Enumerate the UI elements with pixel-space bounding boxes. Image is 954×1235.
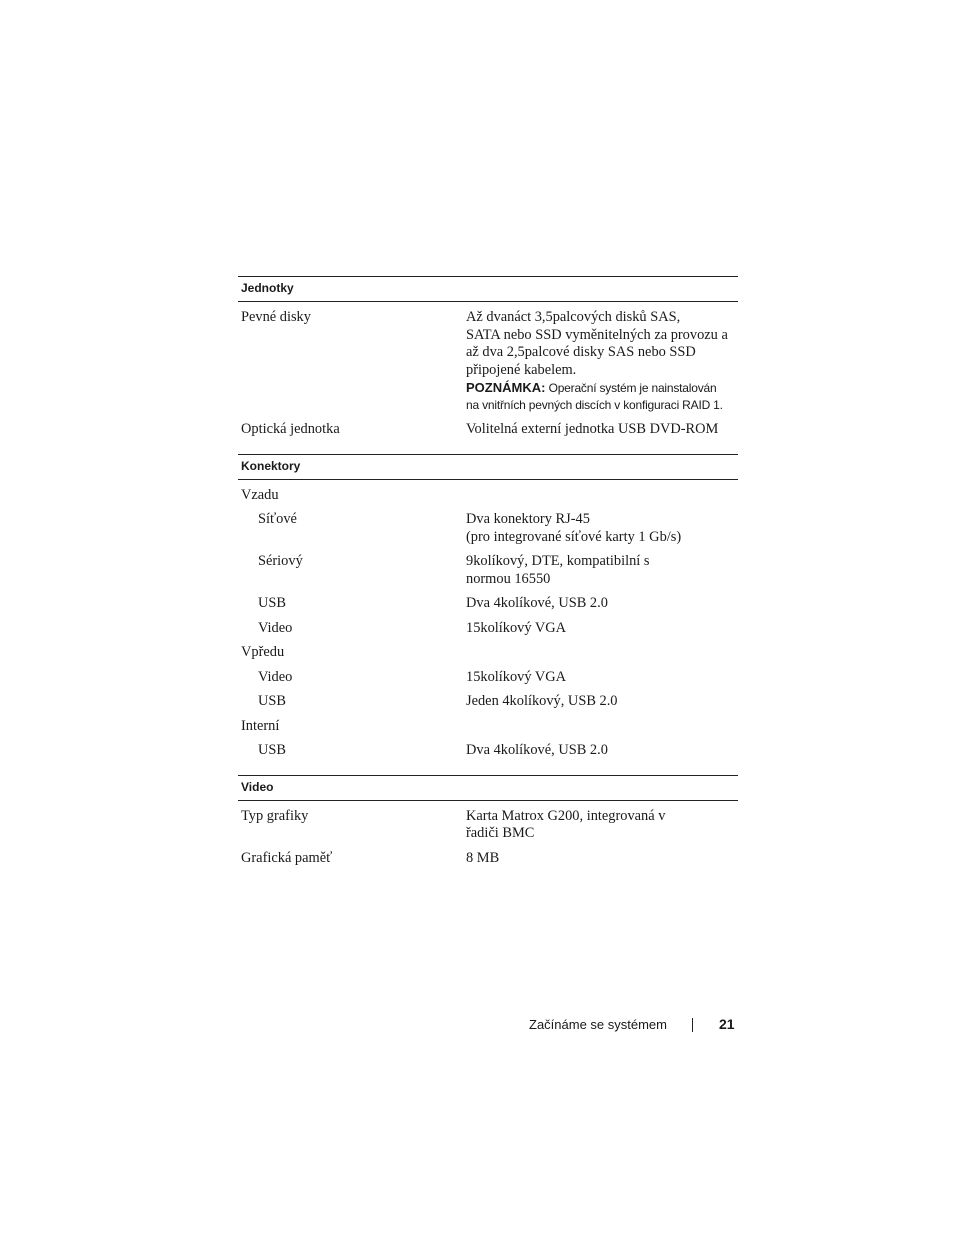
spec-value [466, 421, 738, 439]
value-line: Karta Matrox G200, integrovaná v [466, 807, 666, 824]
spec-label: Síťové [258, 511, 297, 527]
spec-value [466, 309, 738, 414]
spec-label: Typ grafiky [241, 807, 309, 824]
section-connectors [238, 454, 738, 760]
spec-label: Video [258, 619, 293, 636]
value-line: 9kolíkový, DTE, kompatibilní s [466, 553, 650, 569]
footer-divider [692, 1018, 693, 1032]
spec-label: USB [258, 742, 286, 758]
spec-label: USB [258, 595, 286, 611]
spec-value [466, 595, 738, 613]
page-footer [0, 1015, 954, 1035]
spec-value [466, 693, 738, 711]
group-label: Vpředu [241, 644, 285, 660]
value-line: až dva 2,5palcové disky SAS nebo SSD [466, 344, 696, 360]
section-heading: Jednotky [238, 276, 738, 302]
value-line: Dva konektory RJ-45 [466, 511, 590, 527]
spec-row-rear-usb [238, 595, 738, 613]
spec-group-rear [238, 487, 738, 505]
value-line: 15kolíkový VGA [466, 619, 567, 636]
value-line: 15kolíkový VGA [466, 668, 567, 685]
spec-value [466, 669, 738, 687]
spec-group-internal [238, 718, 738, 736]
spec-row-graphics-memory [238, 850, 738, 868]
value-line: normou 16550 [466, 570, 551, 587]
spec-row-internal-usb [238, 742, 738, 760]
spec-row-network [238, 511, 738, 546]
value-line: Dva 4kolíkové, USB 2.0 [466, 595, 608, 611]
value-line: řadiči BMC [466, 825, 535, 841]
section-video [238, 775, 738, 868]
page-number: 21 [719, 1016, 735, 1032]
spec-row-front-usb [238, 693, 738, 711]
value-line: Volitelná externí jednotka USB DVD-ROM [466, 421, 719, 437]
group-label: Interní [241, 717, 280, 734]
note-line: na vnitřních pevných discích v konfiguraci RAID 1. [466, 398, 723, 412]
section-drives [238, 276, 738, 439]
note [466, 379, 738, 414]
spec-row-optical-drive [238, 421, 738, 439]
value-line: (pro integrované síťové karty 1 Gb/s) [466, 528, 682, 545]
value-line: Jeden 4kolíkový, USB 2.0 [466, 693, 618, 709]
note-label: POZNÁMKA: [466, 380, 546, 395]
note-line: Operační systém je nainstalován [548, 381, 717, 395]
spec-label: Sériový [258, 553, 303, 569]
value-line: 8 MB [466, 849, 500, 866]
spec-label: Pevné disky [241, 309, 311, 325]
spec-group-front [238, 644, 738, 662]
section-heading: Konektory [238, 454, 738, 480]
spec-label: Grafická paměť [241, 849, 333, 866]
spec-value [466, 808, 738, 843]
value-line: připojené kabelem. [466, 361, 577, 378]
spec-label: Optická jednotka [241, 421, 340, 437]
spec-value [466, 553, 738, 588]
spec-value [466, 850, 738, 868]
spec-label: USB [258, 693, 286, 709]
spec-value [466, 742, 738, 760]
value-line: Až dvanáct 3,5palcových disků SAS, [466, 309, 681, 325]
spec-value [466, 620, 738, 638]
spec-row-graphics-type [238, 808, 738, 843]
group-label: Vzadu [241, 486, 279, 503]
spec-row-serial [238, 553, 738, 588]
spec-row-front-video [238, 669, 738, 687]
footer-title: Začínáme se systémem [529, 1017, 667, 1032]
spec-label: Video [258, 668, 293, 685]
spec-row-hard-drives [238, 309, 738, 414]
value-line: Dva 4kolíkové, USB 2.0 [466, 742, 608, 758]
section-heading: Video [238, 775, 738, 801]
spec-table [238, 276, 738, 882]
value-line: SATA nebo SSD vyměnitelných za provozu a [466, 326, 728, 343]
spec-row-rear-video [238, 620, 738, 638]
spec-value [466, 511, 738, 546]
